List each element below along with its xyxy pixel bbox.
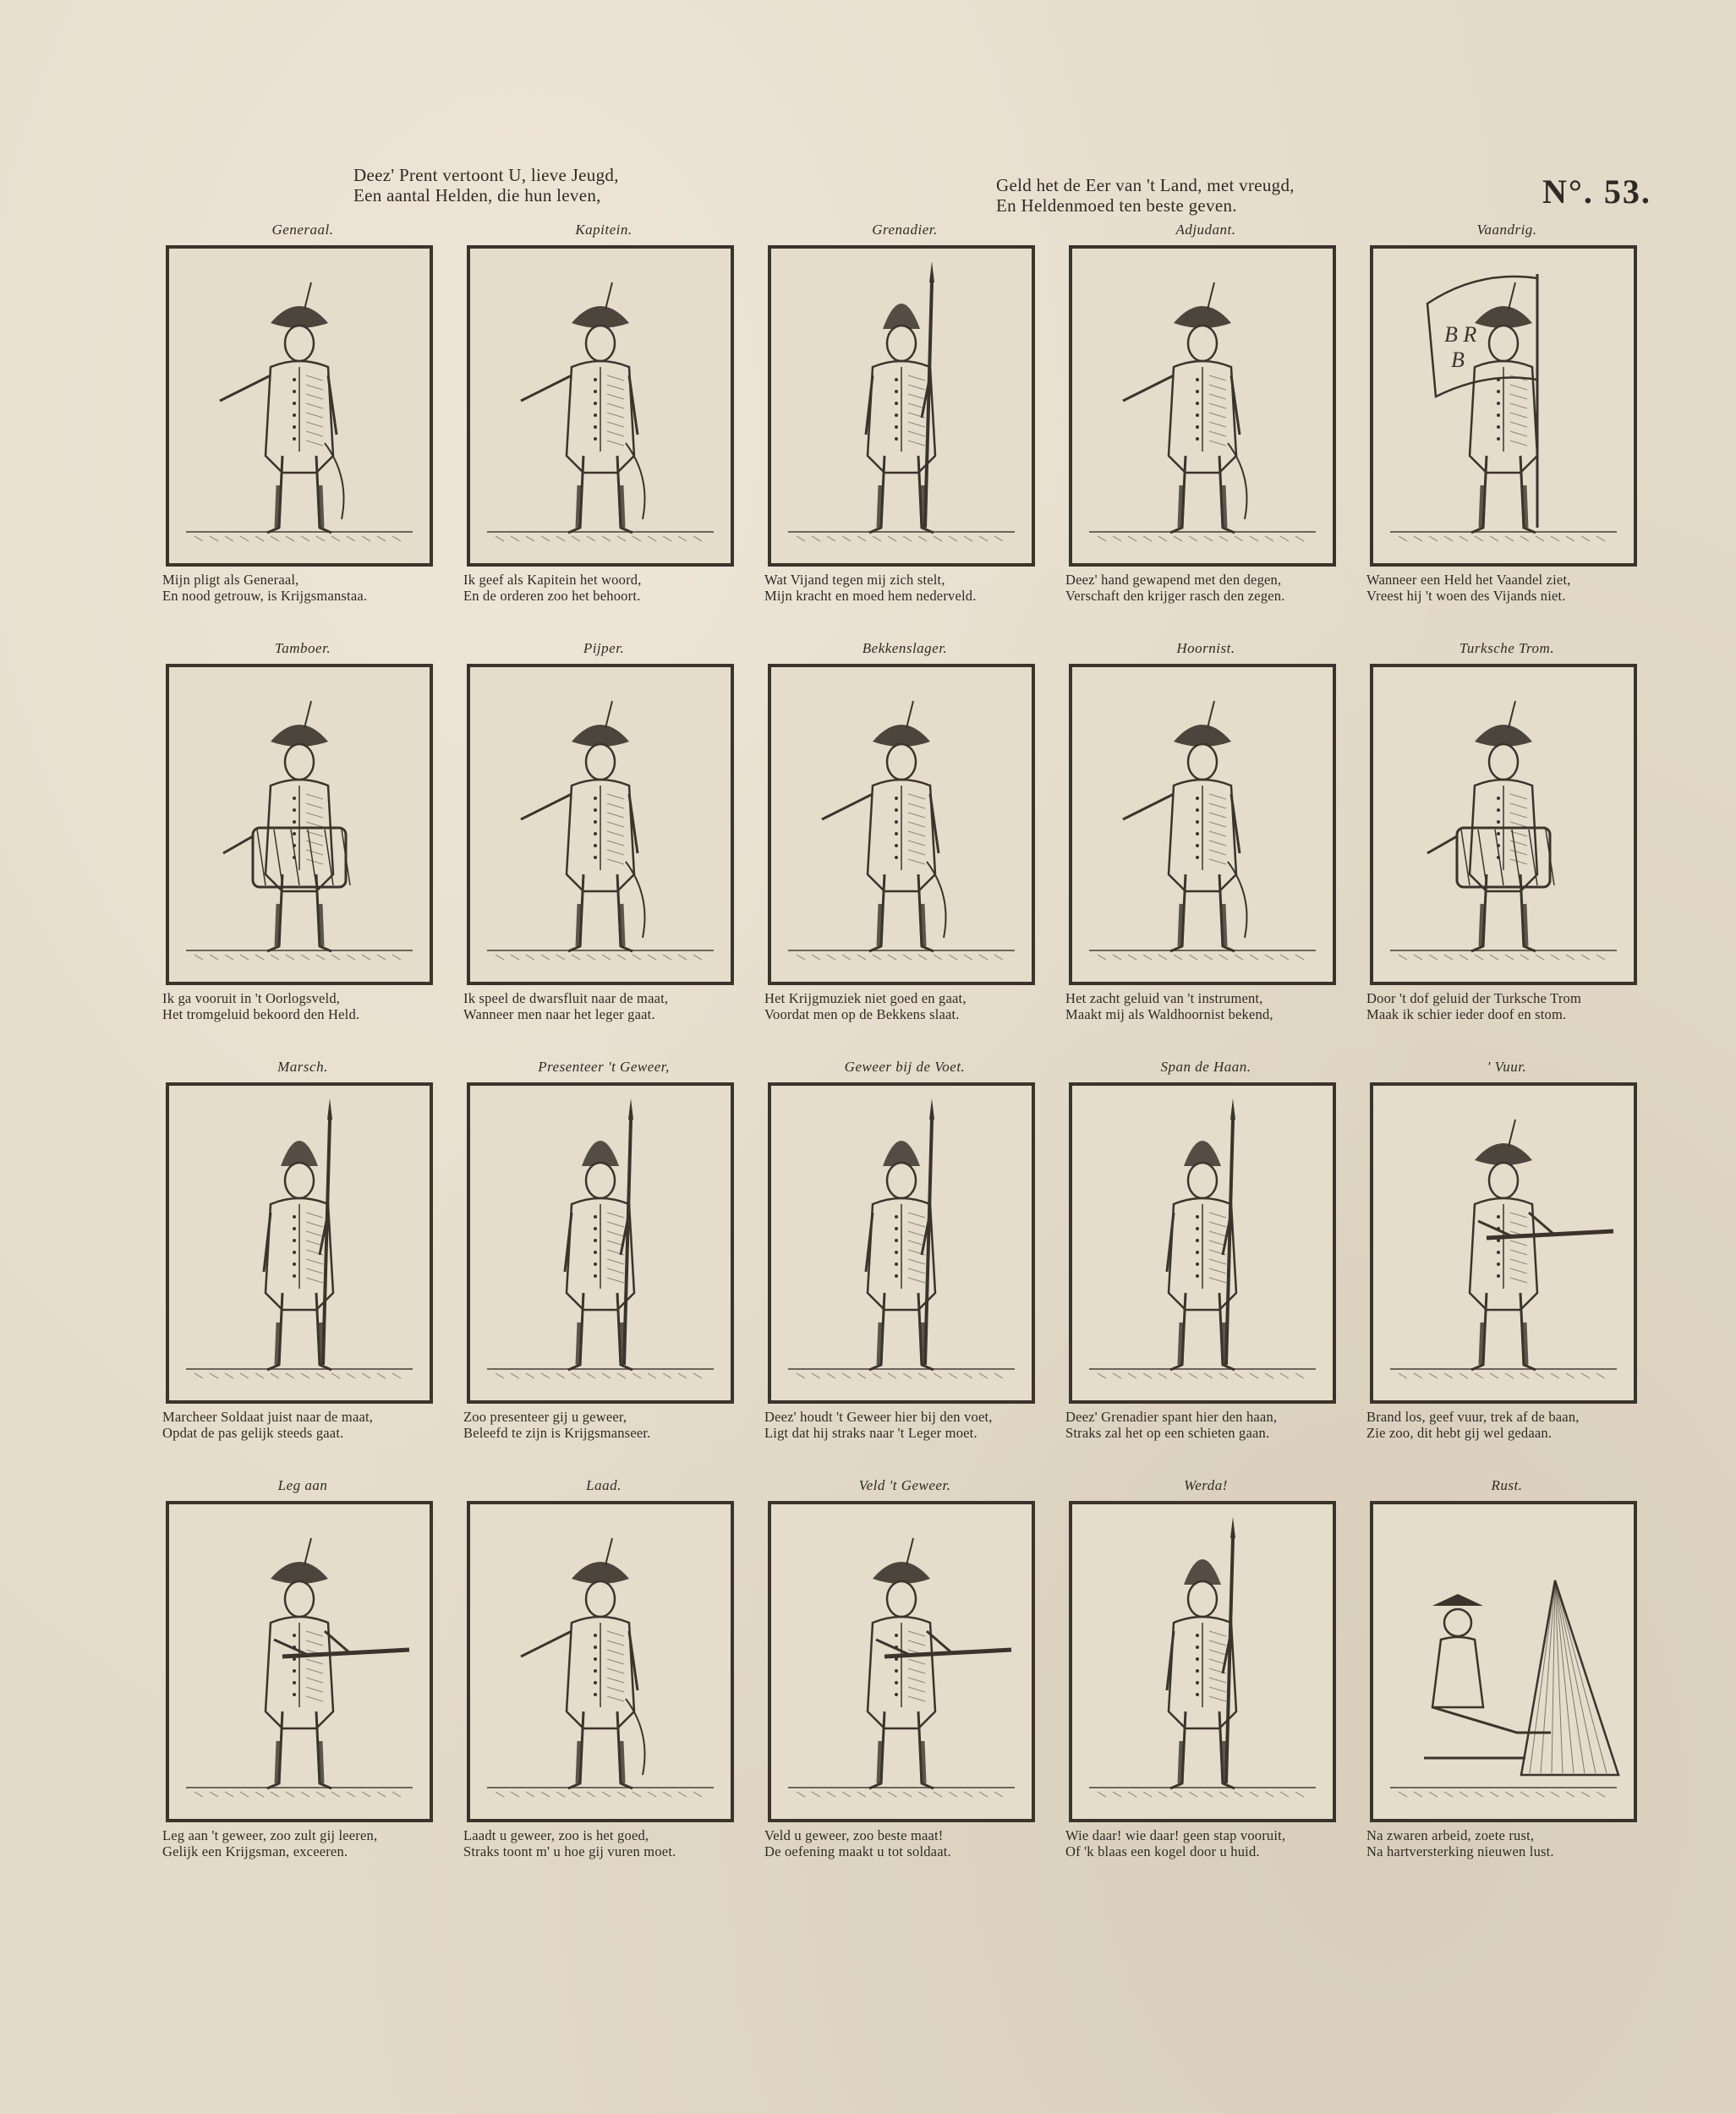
panel-caption-line1: Wie daar! wie daar! geen stap vooruit, <box>1065 1827 1286 1843</box>
panel-caption-line2: Maakt mij als Waldhoornist bekend, <box>1065 1006 1273 1022</box>
panel-caption <box>463 1409 751 1441</box>
panel-caption-line1: Veld u geweer, zoo beste maat! <box>764 1827 944 1843</box>
woodcut-illustration <box>1370 1082 1637 1404</box>
woodcut-illustration <box>768 664 1035 985</box>
panel-caption-line1: Laadt u geweer, zoo is het goed, <box>463 1827 649 1843</box>
panel-caption-line2: Vreest hij 't woen des Vijands niet. <box>1366 588 1566 604</box>
panel-title: Geweer bij de Voet. <box>844 1059 966 1075</box>
woodcut-illustration <box>1069 1501 1336 1822</box>
soldier-figure-image <box>470 249 731 563</box>
soldier-figure-image <box>1072 1504 1333 1819</box>
panel-caption-line1: Ik ga vooruit in 't Oorlogsveld, <box>162 990 341 1006</box>
panel-caption <box>1366 1409 1654 1441</box>
panel-caption <box>162 572 450 604</box>
woodcut-panel <box>152 222 453 640</box>
panel-caption-line2: Ligt dat hij straks naar 't Leger moet. <box>764 1425 978 1441</box>
panel-caption-line2: Het tromgeluid bekoord den Held. <box>162 1006 360 1022</box>
woodcut-panel <box>1356 222 1657 640</box>
panel-caption-line1: Deez' Grenadier spant hier den haan, <box>1065 1409 1278 1425</box>
woodcut-panel <box>453 1477 754 1896</box>
panel-title: Bekkenslager. <box>862 640 948 656</box>
panel-caption-line2: Gelijk een Krijgsman, exceeren. <box>162 1843 348 1859</box>
woodcut-grid <box>152 222 1657 1913</box>
woodcut-illustration <box>166 1501 433 1822</box>
soldier-figure-image <box>771 667 1032 982</box>
intro-verse-right-line2: En Heldenmoed ten beste geven. <box>996 195 1237 216</box>
panel-caption-line2: Verschaft den krijger rasch den zegen. <box>1065 588 1285 604</box>
panel-title: Grenadier. <box>872 222 938 238</box>
panel-caption-line2: En nood getrouw, is Krijgsmanstaa. <box>162 588 368 604</box>
panel-caption <box>1065 990 1353 1022</box>
panel-caption-line2: Opdat de pas gelijk steeds gaat. <box>162 1425 344 1441</box>
panel-caption <box>463 990 751 1022</box>
panel-caption <box>764 1409 1052 1441</box>
panel-title: Veld 't Geweer. <box>858 1477 951 1493</box>
panel-caption-line2: De oefening maakt u tot soldaat. <box>764 1843 951 1859</box>
panel-caption <box>764 1827 1052 1859</box>
panel-title: Tamboer. <box>274 640 331 656</box>
panel-caption <box>764 990 1052 1022</box>
woodcut-illustration <box>1370 664 1637 985</box>
soldier-figure-image <box>1373 1086 1634 1400</box>
panel-title: Werda! <box>1184 1477 1228 1493</box>
woodcut-illustration <box>1069 245 1336 567</box>
woodcut-panel <box>453 1059 754 1477</box>
woodcut-illustration <box>1069 664 1336 985</box>
woodcut-illustration <box>467 1082 734 1404</box>
panel-title: Marsch. <box>277 1059 328 1075</box>
panel-caption <box>1065 572 1353 604</box>
woodcut-illustration <box>467 245 734 567</box>
panel-caption-line1: Het zacht geluid van 't instrument, <box>1065 990 1263 1006</box>
panel-caption-line2: Mijn kracht en moed hem nederveld. <box>764 588 977 604</box>
woodcut-illustration <box>768 245 1035 567</box>
woodcut-illustration <box>768 1501 1035 1822</box>
intro-verse-left-line1: Deez' Prent vertoont U, lieve Jeugd, <box>353 165 619 185</box>
panel-caption <box>1065 1409 1353 1441</box>
woodcut-panel <box>754 222 1055 640</box>
panel-caption-line1: Door 't dof geluid der Turksche Trom <box>1366 990 1582 1006</box>
panel-caption-line2: Zie zoo, dit hebt gij wel gedaan. <box>1366 1425 1553 1441</box>
panel-caption-line2: Beleefd te zijn is Krijgsmanseer. <box>463 1425 651 1441</box>
panel-title: Generaal. <box>271 222 334 238</box>
woodcut-illustration <box>467 664 734 985</box>
soldier-figure-image <box>470 1504 731 1819</box>
intro-verse-right-line1: Geld het de Eer van 't Land, met vreugd, <box>996 175 1295 195</box>
soldier-figure-image <box>771 1504 1032 1819</box>
panel-caption-line2: En de orderen zoo het behoort. <box>463 588 641 604</box>
panel-caption-line1: Wat Vijand tegen mij zich stelt, <box>764 572 945 588</box>
woodcut-panel <box>754 1059 1055 1477</box>
panel-caption <box>764 572 1052 604</box>
soldier-figure-image <box>470 1086 731 1400</box>
woodcut-panel <box>152 1477 453 1896</box>
panel-caption <box>1366 990 1654 1022</box>
panel-caption-line2: Na hartversterking nieuwen lust. <box>1366 1843 1554 1859</box>
soldier-figure-image <box>1072 667 1333 982</box>
panel-title: Turksche Trom. <box>1459 640 1555 656</box>
woodcut-illustration <box>467 1501 734 1822</box>
woodcut-panel <box>1055 640 1356 1059</box>
soldier-figure-image <box>1373 667 1634 982</box>
panel-title: Presenteer 't Geweer, <box>538 1059 670 1075</box>
woodcut-illustration <box>166 245 433 567</box>
soldier-figure-image <box>470 667 731 982</box>
soldier-figure-image <box>771 249 1032 563</box>
soldier-figure-image <box>771 1086 1032 1400</box>
panel-caption-line2: Wanneer men naar het leger gaat. <box>463 1006 655 1022</box>
woodcut-panel <box>1055 222 1356 640</box>
woodcut-panel <box>754 1477 1055 1896</box>
panel-caption-line1: Deez' hand gewapend met den degen, <box>1065 572 1282 588</box>
panel-caption <box>463 572 751 604</box>
panel-caption-line2: Maak ik schier ieder doof en stom. <box>1366 1006 1567 1022</box>
panel-caption <box>162 1409 450 1441</box>
intro-verse-right <box>996 175 1295 216</box>
panel-caption-line2: Straks zal het op een schieten gaan. <box>1065 1425 1270 1441</box>
panel-caption-line1: Marcheer Soldaat juist naar de maat, <box>162 1409 374 1425</box>
woodcut-panel <box>1356 640 1657 1059</box>
panel-title: Pijper. <box>583 640 625 656</box>
woodcut-illustration <box>166 664 433 985</box>
panel-caption <box>162 1827 450 1859</box>
panel-title: Hoornist. <box>1176 640 1235 656</box>
soldier-figure-image <box>1072 249 1333 563</box>
svg-text:B: B <box>1451 348 1465 372</box>
woodcut-panel <box>1356 1477 1657 1896</box>
svg-text:B R: B R <box>1444 322 1477 347</box>
panel-caption-line1: Na zwaren arbeid, zoete rust, <box>1366 1827 1535 1843</box>
panel-caption-line2: Voordat men op de Bekkens slaat. <box>764 1006 960 1022</box>
panel-title: Adjudant. <box>1175 222 1236 238</box>
panel-caption-line2: Straks toont m' u hoe gij vuren moet. <box>463 1843 676 1859</box>
woodcut-illustration <box>1370 245 1637 567</box>
soldier-figure-image <box>1072 1086 1333 1400</box>
soldier-figure-image <box>169 1504 430 1819</box>
panel-caption <box>1366 572 1654 604</box>
sheet-number: N°. 53. <box>1542 173 1651 211</box>
woodcut-panel <box>152 640 453 1059</box>
woodcut-panel <box>152 1059 453 1477</box>
woodcut-panel <box>1055 1059 1356 1477</box>
panel-caption <box>162 990 450 1022</box>
soldier-figure-image <box>1373 249 1634 563</box>
soldier-figure-image <box>169 667 430 982</box>
panel-caption-line1: Ik speel de dwarsfluit naar de maat, <box>463 990 669 1006</box>
soldier-figure-image <box>169 249 430 563</box>
intro-verse-left-line2: Een aantal Helden, die hun leven, <box>353 185 601 205</box>
intro-verse-left <box>353 165 619 205</box>
panel-title: Span de Haan. <box>1160 1059 1251 1075</box>
panel-caption-line1: Leg aan 't geweer, zoo zult gij leeren, <box>162 1827 378 1843</box>
woodcut-illustration <box>1370 1501 1637 1822</box>
woodcut-illustration <box>166 1082 433 1404</box>
panel-title: Laad. <box>586 1477 622 1493</box>
woodcut-illustration <box>1069 1082 1336 1404</box>
panel-title: Rust. <box>1491 1477 1523 1493</box>
woodcut-panel <box>1356 1059 1657 1477</box>
soldier-figure-image <box>1373 1504 1634 1819</box>
panel-caption-line1: Wanneer een Held het Vaandel ziet, <box>1366 572 1571 588</box>
panel-caption <box>1366 1827 1654 1859</box>
panel-title: Leg aan <box>277 1477 328 1493</box>
woodcut-panel <box>754 640 1055 1059</box>
panel-caption-line1: Zoo presenteer gij u geweer, <box>463 1409 627 1425</box>
panel-caption-line1: Het Krijgmuziek niet goed en gaat, <box>764 990 967 1006</box>
panel-title: Kapitein. <box>575 222 633 238</box>
panel-caption-line1: Mijn pligt als Generaal, <box>162 572 299 588</box>
sheet-header <box>0 165 1736 224</box>
woodcut-illustration <box>768 1082 1035 1404</box>
soldier-figure-image <box>169 1086 430 1400</box>
woodcut-panel <box>453 640 754 1059</box>
panel-caption <box>1065 1827 1353 1859</box>
panel-caption-line1: Deez' houdt 't Geweer hier bij den voet, <box>764 1409 993 1425</box>
panel-title: ' Vuur. <box>1487 1059 1527 1075</box>
panel-caption-line2: Of 'k blaas een kogel door u huid. <box>1065 1843 1260 1859</box>
panel-caption-line1: Ik geef als Kapitein het woord, <box>463 572 642 588</box>
panel-caption-line1: Brand los, geef vuur, trek af de baan, <box>1366 1409 1580 1425</box>
panel-title: Vaandrig. <box>1476 222 1537 238</box>
woodcut-panel <box>1055 1477 1356 1896</box>
panel-caption <box>463 1827 751 1859</box>
woodcut-panel <box>453 222 754 640</box>
